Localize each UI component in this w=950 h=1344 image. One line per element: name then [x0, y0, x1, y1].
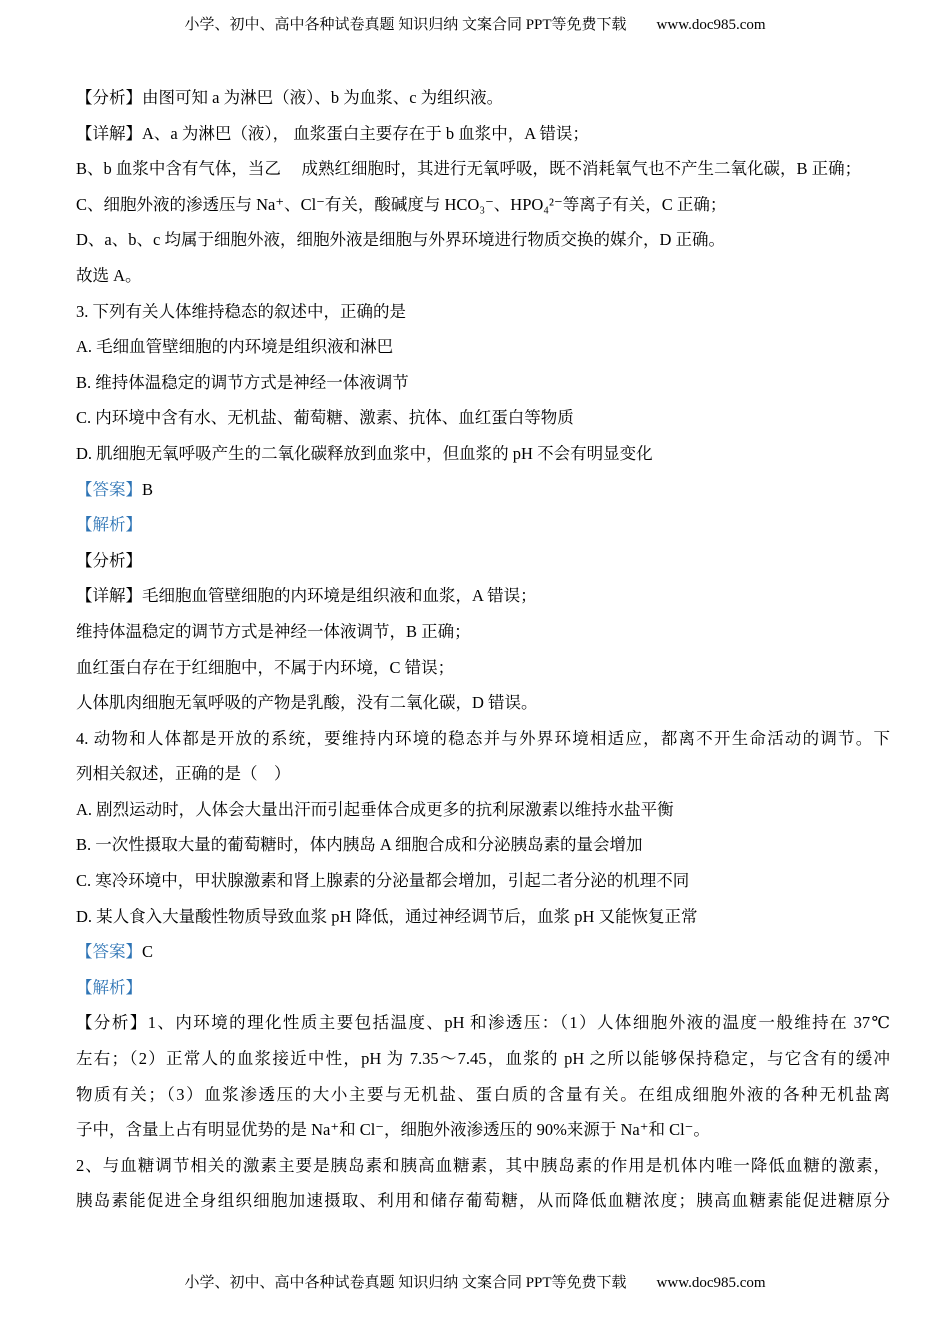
line-text: D. 肌细胞无氧呼吸产生的二氧化碳释放到血浆中，但血浆的 pH 不会有明显变化 [76, 443, 653, 463]
line-text: 故选 A。 [76, 265, 142, 285]
analysis-q4-line4 [76, 1112, 890, 1148]
question-3-option-b [76, 365, 890, 401]
line-text: D. 某人食入大量酸性物质导致血浆 pH 降低，通过神经调节后，血浆 pH 又能恢复正常 [76, 906, 698, 926]
question-3-option-d [76, 436, 890, 472]
line-text: 【分析】1、内环境的理化性质主要包括温度、pH 和渗透压：（1）人体细胞外液的温度一般维持在 37℃ [76, 1013, 890, 1033]
answer-label: 【解析】 [76, 977, 142, 997]
detail-q3-b [76, 614, 890, 650]
chosen-answer-q2 [76, 258, 890, 294]
detail-q2-a [76, 116, 890, 152]
analysis-q2 [76, 80, 890, 116]
line-text: 子中，含量上占有明显优势的是 Na⁺和 Cl⁻，细胞外液渗透压的 90%来源于 Na⁺和 Cl⁻。 [76, 1120, 710, 1140]
line-text: 胰岛素能促进全身组织细胞加速摄取、利用和储存葡萄糖，从而降低血糖浓度；胰高血糖素能促进糖原分 [76, 1191, 890, 1211]
detail-q3-c [76, 650, 890, 686]
question-4-option-b [76, 827, 890, 863]
question-3-stem [76, 294, 890, 330]
answer-label: 【答案】 [76, 479, 142, 499]
answer-q4 [76, 934, 890, 970]
line-text: C、细胞外液的渗透压与 Na⁺、Cl⁻有关，酸碱度与 HCO₃⁻、HPO₄²⁻等离子有关，C 正确； [76, 194, 727, 214]
line-text: A. 毛细血管壁细胞的内环境是组织液和淋巴 [76, 337, 394, 357]
line-text: 4. 动物和人体都是开放的系统，要维持内环境的稳态并与外界环境相适应，都离不开生命活动的调节。下 [76, 728, 890, 748]
detail-q3-a [76, 578, 890, 614]
header-slogan: 小学、初中、高中各种试卷真题 知识归纳 文案合同 PPT等免费下载 [184, 17, 627, 33]
line-text: B、b 血浆中含有气体，当乙 成熟红细胞时，其进行无氧呼吸，既不消耗氧气也不产生二氧化碳，B 正确； [76, 159, 862, 179]
question-4-option-a [76, 792, 890, 828]
line-text: 人体肌肉细胞无氧呼吸的产物是乳酸，没有二氧化碳，D 错误。 [76, 693, 538, 713]
analysis-q4-line3 [76, 1077, 890, 1113]
answer-label: 【答案】 [76, 942, 142, 962]
page-header [0, 13, 950, 34]
question-4-option-c [76, 863, 890, 899]
analysis-q4-line2 [76, 1041, 890, 1077]
footer-slogan: 小学、初中、高中各种试卷真题 知识归纳 文案合同 PPT等免费下载 [184, 1275, 627, 1291]
line-text: 左右；（2）正常人的血浆接近中性，pH 为 7.35～7.45，血浆的 pH 之所以能够保持稳定，与它含有的缓冲 [76, 1049, 890, 1069]
document-body [76, 80, 890, 1219]
question-3-option-a [76, 329, 890, 365]
question-4-stem-line2 [76, 756, 890, 792]
detail-q3-d [76, 685, 890, 721]
header-site-url[interactable]: www.doc985.com [656, 17, 766, 33]
line-text: 3. 下列有关人体维持稳态的叙述中，正确的是 [76, 301, 406, 321]
question-4-stem-line1 [76, 721, 890, 757]
line-text: 2、与血糖调节相关的激素主要是胰岛素和胰高血糖素，其中胰岛素的作用是机体内唯一降低血糖的激素， [76, 1155, 890, 1175]
line-text: 【详解】A、a 为淋巴（液）， 血浆蛋白主要存在于 b 血浆中，A 错误； [76, 123, 589, 143]
line-text: C. 内环境中含有水、无机盐、葡萄糖、激素、抗体、血红蛋白等物质 [76, 408, 574, 428]
footer-site-url[interactable]: www.doc985.com [656, 1275, 766, 1291]
analysis-q4-line6 [76, 1183, 890, 1219]
line-text: B. 一次性摄取大量的葡萄糖时，体内胰岛 A 细胞合成和分泌胰岛素的量会增加 [76, 835, 643, 855]
line-text: 【分析】 [76, 550, 142, 570]
explanation-q4 [76, 970, 890, 1006]
analysis-q4-line5 [76, 1148, 890, 1184]
detail-q2-b [76, 151, 890, 187]
line-text: A. 剧烈运动时，人体会大量出汗而引起垂体合成更多的抗利尿激素以维持水盐平衡 [76, 799, 674, 819]
line-text: C. 寒冷环境中，甲状腺激素和肾上腺素的分泌量都会增加，引起二者分泌的机理不同 [76, 871, 690, 891]
page-footer [0, 1271, 950, 1292]
line-text: 列相关叙述，正确的是（ ） [76, 764, 291, 784]
explanation-q3 [76, 507, 890, 543]
line-text: 【详解】毛细胞血管壁细胞的内环境是组织液和血浆，A 错误； [76, 586, 537, 606]
analysis-q3 [76, 543, 890, 579]
line-text: C [142, 942, 154, 962]
answer-label: 【解析】 [76, 515, 142, 535]
question-4-option-d [76, 899, 890, 935]
question-3-option-c [76, 400, 890, 436]
line-text: D、a、b、c 均属于细胞外液，细胞外液是细胞与外界环境进行物质交换的媒介，D 正确。 [76, 230, 725, 250]
line-text: B. 维持体温稳定的调节方式是神经一体液调节 [76, 372, 409, 392]
detail-q2-d [76, 222, 890, 258]
detail-q2-c [76, 187, 890, 223]
line-text: 维持体温稳定的调节方式是神经一体液调节，B 正确； [76, 621, 471, 641]
analysis-q4-line1 [76, 1005, 890, 1041]
line-text: 血红蛋白存在于红细胞中，不属于内环境，C 错误； [76, 657, 455, 677]
line-text: 物质有关；（3）血浆渗透压的大小主要与无机盐、蛋白质的含量有关。在组成细胞外液的各种无机盐离 [76, 1084, 890, 1104]
answer-q3 [76, 472, 890, 508]
line-text: 【分析】由图可知 a 为淋巴（液）、b 为血浆、c 为组织液。 [76, 88, 504, 107]
line-text: B [142, 479, 154, 499]
